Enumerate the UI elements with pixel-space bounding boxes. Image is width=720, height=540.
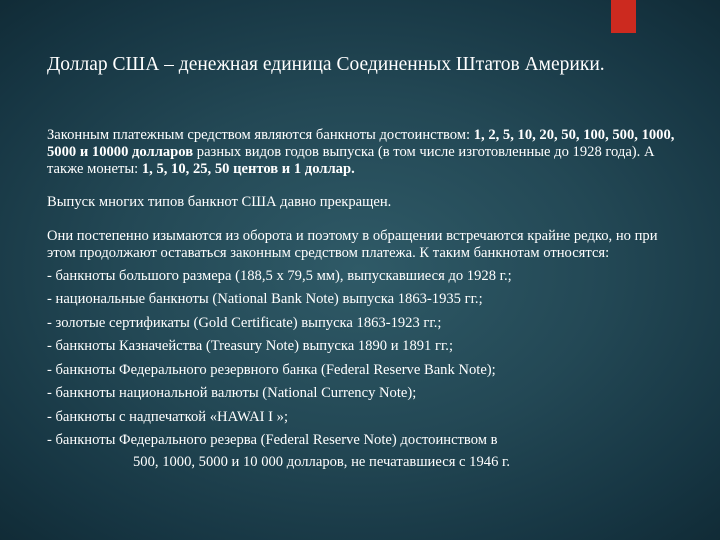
bold-coins: 1, 5, 10, 25, 50 центов и 1 доллар.: [141, 160, 355, 177]
banknote-list: [47, 265, 685, 472]
list-item-continuation: 500, 1000, 5000 и 10 000 долларов, не печатавшиеся с 1946 г.: [133, 453, 510, 470]
list-item: - банкноты Федерального резерва (Federal Reserve Note) достоинством в: [47, 432, 498, 449]
paragraph-legal-tender: [47, 127, 685, 177]
bold-denominations: 1, 2, 5, 10, 20, 50, 100, 500, 1000, 5000 и 10000 долларов: [47, 127, 675, 160]
paragraph-withdrawn: Они постепенно изымаются из оборота и поэтому в обращении встречаются крайне редко, но при этом продолжают оставаться законным средством платежа. К таким банкнотам относятся:: [47, 228, 658, 261]
accent-bar: [611, 0, 636, 33]
list-item: - банкноты Казначейства (Treasury Note) выпуска 1890 и 1891 гг.;: [47, 338, 454, 355]
slide-body: [47, 127, 685, 472]
list-item: - золотые сертификаты (Gold Certificate) выпуска 1863-1923 гг.;: [47, 314, 442, 331]
list-item: - банкноты Федерального резервного банка (Federal Reserve Bank Note);: [47, 361, 496, 378]
slide-title: Доллар США – денежная единица Соединенных Штатов Америки.: [47, 54, 605, 75]
list-item: - национальные банкноты (National Bank Note) выпуска 1863-1935 гг.;: [47, 291, 483, 308]
text-segment: Законным платежным средством являются банкноты достоинством:: [47, 127, 474, 143]
text-segment: разных видов годов выпуска (в том числе изготовленные до 1928 года). А также монеты:: [47, 143, 655, 177]
paragraph-discontinued: Выпуск многих типов банкнот США давно прекращен.: [47, 194, 392, 211]
list-item: - банкноты большого размера (188,5 x 79,5 мм), выпускавшиеся до 1928 г.;: [47, 267, 512, 284]
list-item: - банкноты с надпечаткой «HAWAI I »;: [47, 408, 289, 425]
list-item: - банкноты национальной валюты (National Currency Note);: [47, 385, 417, 402]
